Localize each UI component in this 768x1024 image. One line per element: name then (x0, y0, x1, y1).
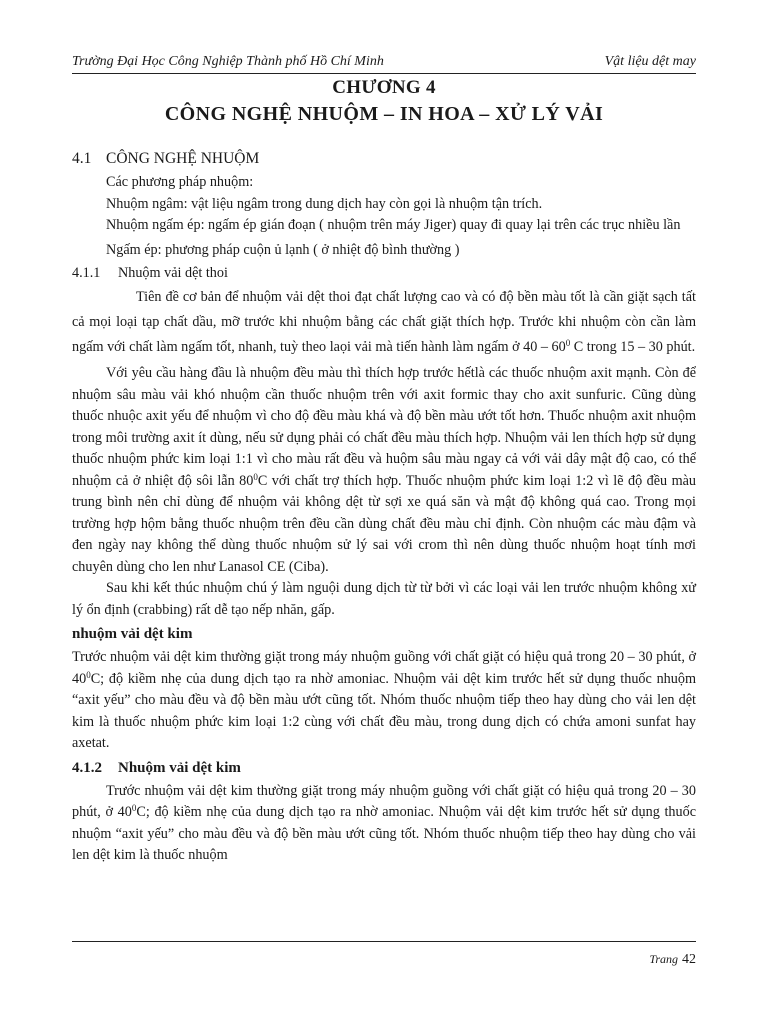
subsection-number: 4.1.1 (72, 265, 101, 281)
subsection-heading-4-1-1 (72, 261, 696, 285)
paragraph-1-text-b: C trong 15 – 30 phút. (570, 339, 696, 355)
degree-sup: 0 (253, 471, 258, 482)
paragraph-4 (72, 647, 696, 755)
page-number: 42 (682, 952, 696, 967)
chapter-title: CÔNG NGHỆ NHUỘM – IN HOA – XỬ LÝ VẢI (164, 103, 604, 125)
header-divider (72, 73, 696, 74)
page-footer (649, 952, 696, 968)
page-content (72, 148, 696, 867)
paragraph-2-text-a: Với yêu cầu hàng đầu là nhuộm đều màu thì thích hợp trước hếtlà các thuốc nhuộm axit mạnh. Còn để nhuộm sâu màu vải khó nhuộm cần thuốc nhuộm trên với axit formic thay cho axit sunfuric. Cũng dùng thuốc nhuộc axit yếu để nhuộm vì cho độ đều màu khá và độ bền màu ướt tốt hơn. Thuốc nhuộm axit nhuộm trong môi trường axit ít dùng, nếu sử dụng phải có chất đều màu thích hợp. Nhuộm vải len thích hợp sử dụng thuốc nhuộm phức kim loại 1:1 vì cho màu rất đều và huộm sâu màu ngay cả với vải dây mật độ cao, có thể nhuộm cả ở nhiệt độ sôi lẫn 80 (72, 365, 696, 489)
degree-sup: 0 (565, 338, 571, 348)
section-number: 4.1 (72, 150, 92, 167)
paragraph-2 (72, 363, 696, 578)
page-label: Trang (649, 952, 678, 966)
paragraph-1-text-a: Tiên đề cơ bản để nhuộm vải dệt thoi đạt chất lượng cao và có độ bền màu tốt là cần giặt sạch tất cả mọi loại tạp chất dầu, mỡ trước khi nhuộm bằng các chất giặt thích hợp. Trước khi nhuộm còn cần làm ngấm với chất làm ngấm tốt, nhanh, tuỳ theo laọi vải mà tiến hành làm ngấm ở 40 – 60 (72, 289, 696, 355)
header-subject: Vật liệu dệt may (604, 54, 696, 69)
chapter-label: CHƯƠNG 4 (332, 77, 436, 98)
paragraph-2-text-b: C với chất trợ thích hợp. Thuốc nhuộm phức kim loại 1:2 vì lẽ độ đều màu trung bình nên chỉ dùng để nhuộm vải không dệt từ sợi xe quá săn và mật độ không quá cao. Trong mọi trường hợp hộm bằng thuốc nhuộm trên đều cần dùng chất đều màu chỉ định. Còn nhuộm các màu đậm và đen ngày nay không thể dùng thuốc nhuộm sử lý sai với crom thì nên dùng thuốc nhuộm hoạt tính mơi chuyên dùng cho len như Lanasol CE (Ciba). (72, 472, 697, 575)
paragraph-5 (72, 781, 696, 867)
subsection-title: Nhuộm vải dệt kim (118, 759, 241, 776)
degree-sup: 0 (131, 803, 137, 813)
paragraph-1 (72, 285, 696, 360)
degree-sup: 0 (86, 669, 91, 680)
methods-intro: Các phương pháp nhuộm: (106, 174, 254, 190)
subsection-title: Nhuộm vải dệt thoi (118, 265, 228, 281)
subsection-number: 4.1.2 (72, 759, 102, 776)
header-institution: Trường Đại Học Công Nghiệp Thành phố Hồ Chí Minh (72, 54, 384, 69)
method-item-1: Nhuộm ngâm: vật liệu ngâm trong dung dịch hay còn gọi là nhuộm tận trích. (106, 195, 543, 212)
section-heading-4-1 (72, 148, 696, 170)
method-item-3: Ngấm ép: phương pháp cuộn ủ lạnh ( ở nhiệt độ bình thường ) (106, 241, 460, 258)
page-header (72, 50, 696, 74)
footer-divider (72, 941, 696, 942)
section-title: CÔNG NGHỆ NHUỘM (106, 150, 260, 167)
subsection-heading-4-1-2 (72, 755, 696, 781)
paragraph-4-text-b: C; độ kiềm nhẹ của dung dịch tạo ra nhờ amoniac. Nhuộm vải dệt kim trước hết sử dụng thuốc nhuộm “axit yếu” cho màu đều và độ bền màu ướt cũng tốt. Nhóm thuốc nhuộm tiếp theo hay dùng cho vải len dệt kim là thuốc nhuộm phức kim loại 1:2 cùng với chất đều màu, trong dung dịch có chứa amoni sunfat hay axetat. (72, 670, 696, 751)
paragraph-5-text-a: Trước nhuộm vải dệt kim thường giặt trong máy nhuộm guồng với chất giặt có hiệu quả trong 20 – 30 phút, ở 40 (72, 782, 696, 820)
method-item-2: Nhuộm ngấm ép: ngấm ép gián đoạn ( nhuộm trên máy Jiger) quay đi quay lại trên các trục nhiều lần (106, 217, 681, 233)
knit-heading: nhuộm vải dệt kim (72, 626, 193, 642)
paragraph-5-text-b: C; độ kiềm nhẹ của dung dịch tạo ra nhờ amoniac. Nhuộm vải dệt kim trước hết sử dụng thuốc nhuộm “axit yếu” cho màu đều và độ bền màu ướt cũng tốt. Nhóm thuốc nhuộm tiếp theo hay dùng cho vải len dệt kim là thuốc nhuộm (72, 804, 696, 863)
paragraph-4-text-a: Trước nhuộm vải dệt kim thường giặt trong máy nhuộm guồng với chất giặt có hiệu quả trong 20 – 30 phút, ở 40 (72, 649, 696, 687)
paragraph-3: Sau khi kết thúc nhuộm chú ý làm nguội dung dịch từ từ bởi vì các loại vải len trước nhuộm không xử lý ổn định (crabbing) rất dễ tạo nếp nhăn, gấp. (72, 580, 696, 618)
